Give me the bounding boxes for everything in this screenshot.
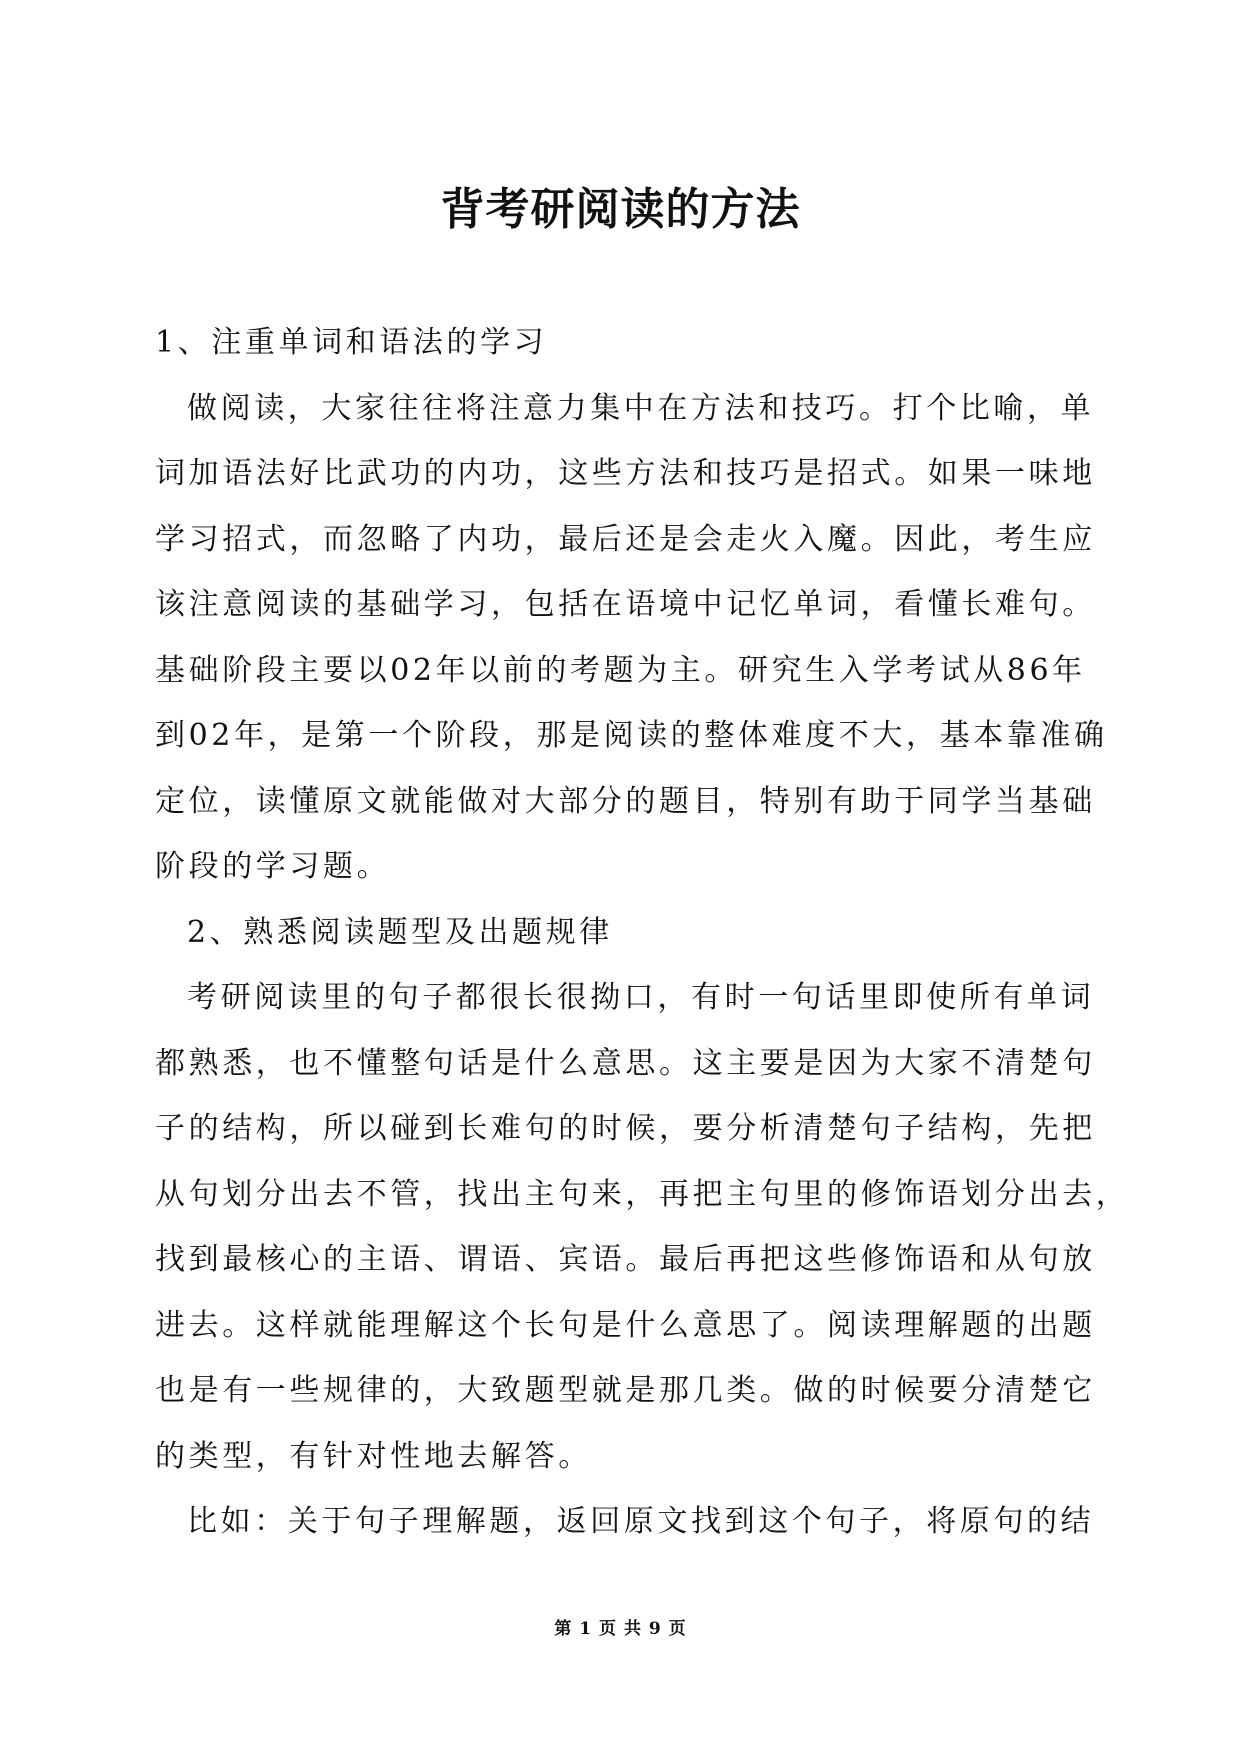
page-footer: 第 1 页 共 9 页: [554, 1619, 687, 1639]
paragraph-line: 学习招式，而忽略了内功，最后还是会走火入魔。因此，考生应: [155, 521, 1096, 557]
paragraph-line: 到02年，是第一个阶段，那是阅读的整体难度不大，基本靠准确: [155, 718, 1108, 753]
document-body: [155, 310, 1130, 1555]
paragraph-line: 做阅读，大家往往将注意力集中在方法和技巧。打个比喻，单: [187, 390, 1095, 426]
paragraph-line: 都熟悉，也不懂整句话是什么意思。这主要是因为大家不清楚句: [155, 1045, 1096, 1081]
paragraph-line: 考研阅读里的句子都很长很拗口，有时一句话里即使所有单词: [187, 980, 1095, 1015]
heading-1: 1、注重单词和语法的学习: [155, 325, 548, 360]
paragraph-line: 进去。这样就能理解这个长句是什么意思了。阅读理解题的出题: [155, 1307, 1096, 1343]
paragraph-line: 从句划分出去不管，找出主句来，再把主句里的修饰语划分出去，: [155, 1176, 1130, 1212]
paragraph-line: 子的结构，所以碰到长难句的时候，要分析清楚句子结构，先把: [155, 1111, 1096, 1146]
heading-2: 2、熟悉阅读题型及出题规律: [187, 914, 613, 950]
paragraph-line: 的类型，有针对性地去解答。: [155, 1438, 592, 1474]
paragraph-line: 也是有一些规律的，大致题型就是那几类。做的时候要分清楚它: [155, 1373, 1096, 1408]
paragraph-line: 比如：关于句子理解题，返回原文找到这个句子，将原句的结: [187, 1504, 1095, 1539]
paragraph-line: 基础阶段主要以02年以前的考题为主。研究生入学考试从86年: [155, 652, 1086, 688]
paragraph-line: 词加语法好比武功的内功，这些方法和技巧是招式。如果一味地: [155, 456, 1096, 491]
paragraph-line: 找到最核心的主语、谓语、宾语。最后再把这些修饰语和从句放: [155, 1242, 1096, 1277]
document-title: 背考研阅读的方法: [440, 184, 801, 235]
paragraph-line: 该注意阅读的基础学习，包括在语境中记忆单词，看懂长难句。: [155, 587, 1096, 622]
paragraph-line: 定位，读懂原文就能做对大部分的题目，特别有助于同学当基础: [155, 783, 1096, 819]
paragraph-line: 阶段的学习题。: [155, 849, 391, 884]
